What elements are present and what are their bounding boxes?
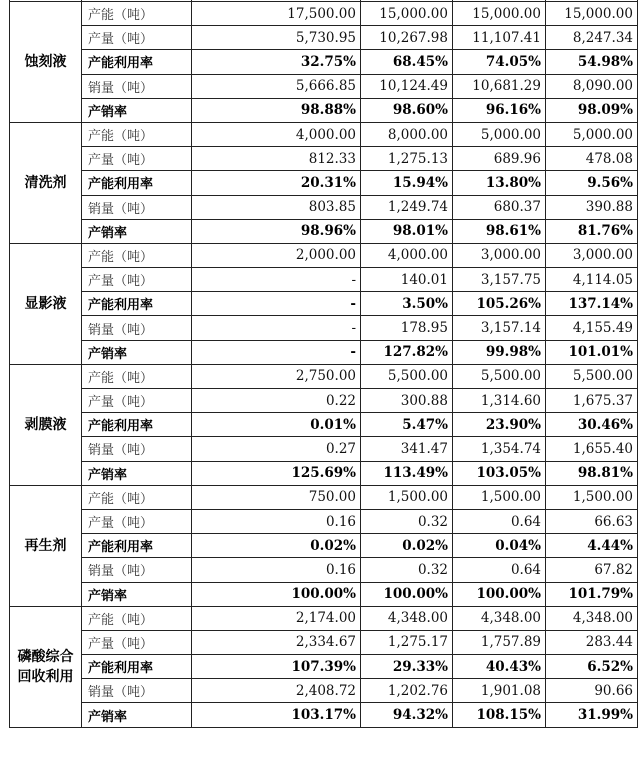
table-row xyxy=(10,534,638,558)
table-row xyxy=(10,195,638,219)
value-cell: 0.02% xyxy=(361,534,453,558)
value-cell: 15,000.00 xyxy=(546,2,638,26)
value-cell: 66.63 xyxy=(546,509,638,533)
metric-label-cell: 产能利用率 xyxy=(82,413,192,437)
product-category-cell: 蚀刻液 xyxy=(10,2,82,123)
value-cell: 4,348.00 xyxy=(361,606,453,630)
metric-label-cell: 产销率 xyxy=(82,582,192,606)
value-cell: 5.47% xyxy=(361,413,453,437)
table-row xyxy=(10,679,638,703)
value-cell: 0.01% xyxy=(192,413,361,437)
table-row xyxy=(10,389,638,413)
value-cell: - xyxy=(192,340,361,364)
value-cell: 101.01% xyxy=(546,340,638,364)
product-category-cell: 剥膜液 xyxy=(10,364,82,485)
table-row xyxy=(10,606,638,630)
value-cell: 2,174.00 xyxy=(192,606,361,630)
value-cell: 20.31% xyxy=(192,171,361,195)
value-cell: 4.44% xyxy=(546,534,638,558)
metric-label-cell: 产能（吨） xyxy=(82,364,192,388)
value-cell: 54.98% xyxy=(546,50,638,74)
table-row xyxy=(10,437,638,461)
value-cell: 0.64 xyxy=(453,558,546,582)
value-cell: 100.00% xyxy=(361,582,453,606)
value-cell: 1,675.37 xyxy=(546,389,638,413)
value-cell: 98.81% xyxy=(546,461,638,485)
value-cell: 98.01% xyxy=(361,219,453,243)
metric-label-cell: 产量（吨） xyxy=(82,509,192,533)
value-cell: 0.04% xyxy=(453,534,546,558)
value-cell: 103.17% xyxy=(192,703,361,727)
table-row xyxy=(10,413,638,437)
value-cell: 3,000.00 xyxy=(453,243,546,267)
table-row xyxy=(10,122,638,146)
table-row xyxy=(10,292,638,316)
metric-label-cell: 产能（吨） xyxy=(82,485,192,509)
metric-label-cell: 产量（吨） xyxy=(82,26,192,50)
value-cell: 17,500.00 xyxy=(192,2,361,26)
table-row xyxy=(10,340,638,364)
value-cell: - xyxy=(192,268,361,292)
value-cell: 2,000.00 xyxy=(192,243,361,267)
value-cell: 98.61% xyxy=(453,219,546,243)
table-row xyxy=(10,268,638,292)
table-row xyxy=(10,316,638,340)
table-row xyxy=(10,509,638,533)
metric-label-cell: 销量（吨） xyxy=(82,316,192,340)
value-cell: 15.94% xyxy=(361,171,453,195)
value-cell: 10,124.49 xyxy=(361,74,453,98)
value-cell: 4,000.00 xyxy=(361,243,453,267)
value-cell: 478.08 xyxy=(546,147,638,171)
metric-label-cell: 产量（吨） xyxy=(82,389,192,413)
metric-label-cell: 产量（吨） xyxy=(82,630,192,654)
value-cell: 390.88 xyxy=(546,195,638,219)
table-row xyxy=(10,98,638,122)
value-cell: 803.85 xyxy=(192,195,361,219)
table-row xyxy=(10,461,638,485)
value-cell: 68.45% xyxy=(361,50,453,74)
value-cell: 98.09% xyxy=(546,98,638,122)
table-row xyxy=(10,2,638,26)
table-row xyxy=(10,558,638,582)
product-category-cell: 显影液 xyxy=(10,243,82,364)
value-cell: 1,901.08 xyxy=(453,679,546,703)
value-cell: 1,275.13 xyxy=(361,147,453,171)
metric-label-cell: 产能（吨） xyxy=(82,243,192,267)
metric-label-cell: 销量（吨） xyxy=(82,679,192,703)
value-cell: 0.32 xyxy=(361,509,453,533)
value-cell: 4,348.00 xyxy=(453,606,546,630)
value-cell: - xyxy=(192,316,361,340)
value-cell: 10,681.29 xyxy=(453,74,546,98)
value-cell: 0.32 xyxy=(361,558,453,582)
value-cell: 5,500.00 xyxy=(361,364,453,388)
value-cell: 5,730.95 xyxy=(192,26,361,50)
table-row xyxy=(10,26,638,50)
value-cell: 31.99% xyxy=(546,703,638,727)
value-cell: 5,500.00 xyxy=(453,364,546,388)
metric-label-cell: 产能利用率 xyxy=(82,534,192,558)
value-cell: 90.66 xyxy=(546,679,638,703)
value-cell: 4,348.00 xyxy=(546,606,638,630)
value-cell: 5,000.00 xyxy=(546,122,638,146)
value-cell: 15,000.00 xyxy=(361,2,453,26)
value-cell: 5,500.00 xyxy=(546,364,638,388)
value-cell: 81.76% xyxy=(546,219,638,243)
value-cell: 1,757.89 xyxy=(453,630,546,654)
value-cell: 74.05% xyxy=(453,50,546,74)
metric-label-cell: 产能（吨） xyxy=(82,2,192,26)
value-cell: 100.00% xyxy=(192,582,361,606)
value-cell: 32.75% xyxy=(192,50,361,74)
value-cell: 680.37 xyxy=(453,195,546,219)
table-row xyxy=(10,630,638,654)
value-cell: 283.44 xyxy=(546,630,638,654)
value-cell: 3,157.75 xyxy=(453,268,546,292)
value-cell: 9.56% xyxy=(546,171,638,195)
value-cell: 4,155.49 xyxy=(546,316,638,340)
value-cell: 5,000.00 xyxy=(453,122,546,146)
table-body xyxy=(10,0,638,727)
value-cell: 812.33 xyxy=(192,147,361,171)
capacity-production-sales-table xyxy=(9,0,638,728)
value-cell: 125.69% xyxy=(192,461,361,485)
table-row xyxy=(10,243,638,267)
metric-label-cell: 产销率 xyxy=(82,703,192,727)
metric-label-cell: 产能（吨） xyxy=(82,606,192,630)
product-category-cell: 清洗剂 xyxy=(10,122,82,243)
value-cell: 689.96 xyxy=(453,147,546,171)
table-row xyxy=(10,703,638,727)
metric-label-cell: 产能利用率 xyxy=(82,292,192,316)
value-cell: 140.01 xyxy=(361,268,453,292)
value-cell: 99.98% xyxy=(453,340,546,364)
value-cell: 8,247.34 xyxy=(546,26,638,50)
metric-label-cell: 产量（吨） xyxy=(82,268,192,292)
value-cell: 15,000.00 xyxy=(453,2,546,26)
value-cell: 300.88 xyxy=(361,389,453,413)
value-cell: 101.79% xyxy=(546,582,638,606)
value-cell: 1,249.74 xyxy=(361,195,453,219)
value-cell: 103.05% xyxy=(453,461,546,485)
value-cell: 2,750.00 xyxy=(192,364,361,388)
metric-label-cell: 销量（吨） xyxy=(82,74,192,98)
value-cell: 94.32% xyxy=(361,703,453,727)
value-cell: 178.95 xyxy=(361,316,453,340)
value-cell: 0.27 xyxy=(192,437,361,461)
value-cell: 40.43% xyxy=(453,655,546,679)
value-cell: 1,354.74 xyxy=(453,437,546,461)
metric-label-cell: 销量（吨） xyxy=(82,437,192,461)
metric-label-cell: 产销率 xyxy=(82,340,192,364)
value-cell: 8,090.00 xyxy=(546,74,638,98)
metric-label-cell: 销量（吨） xyxy=(82,195,192,219)
product-category-cell: 磷酸综合回收利用 xyxy=(10,606,82,727)
value-cell: 98.96% xyxy=(192,219,361,243)
metric-label-cell: 销量（吨） xyxy=(82,558,192,582)
value-cell: 23.90% xyxy=(453,413,546,437)
metric-label-cell: 产销率 xyxy=(82,98,192,122)
product-category-cell: 再生剂 xyxy=(10,485,82,606)
value-cell: 5,666.85 xyxy=(192,74,361,98)
table-row xyxy=(10,50,638,74)
value-cell: 98.60% xyxy=(361,98,453,122)
value-cell: 6.52% xyxy=(546,655,638,679)
table-row xyxy=(10,655,638,679)
value-cell: 0.64 xyxy=(453,509,546,533)
value-cell: 1,500.00 xyxy=(453,485,546,509)
metric-label-cell: 产能利用率 xyxy=(82,171,192,195)
value-cell: 30.46% xyxy=(546,413,638,437)
value-cell: 1,202.76 xyxy=(361,679,453,703)
value-cell: - xyxy=(192,292,361,316)
table-row xyxy=(10,147,638,171)
value-cell: 113.49% xyxy=(361,461,453,485)
metric-label-cell: 产销率 xyxy=(82,461,192,485)
value-cell: 3.50% xyxy=(361,292,453,316)
value-cell: 137.14% xyxy=(546,292,638,316)
value-cell: 750.00 xyxy=(192,485,361,509)
value-cell: 105.26% xyxy=(453,292,546,316)
metric-label-cell: 产能（吨） xyxy=(82,122,192,146)
value-cell: 1,500.00 xyxy=(361,485,453,509)
value-cell: 13.80% xyxy=(453,171,546,195)
table-row xyxy=(10,582,638,606)
table-row xyxy=(10,74,638,98)
metric-label-cell: 产能利用率 xyxy=(82,655,192,679)
value-cell: 10,267.98 xyxy=(361,26,453,50)
value-cell: 1,314.60 xyxy=(453,389,546,413)
metric-label-cell: 产量（吨） xyxy=(82,147,192,171)
metric-label-cell: 产销率 xyxy=(82,219,192,243)
value-cell: 1,275.17 xyxy=(361,630,453,654)
value-cell: 8,000.00 xyxy=(361,122,453,146)
value-cell: 0.16 xyxy=(192,509,361,533)
value-cell: 98.88% xyxy=(192,98,361,122)
value-cell: 67.82 xyxy=(546,558,638,582)
value-cell: 2,408.72 xyxy=(192,679,361,703)
value-cell: 100.00% xyxy=(453,582,546,606)
value-cell: 1,500.00 xyxy=(546,485,638,509)
table-row xyxy=(10,219,638,243)
table-row xyxy=(10,485,638,509)
value-cell: 1,655.40 xyxy=(546,437,638,461)
value-cell: 11,107.41 xyxy=(453,26,546,50)
value-cell: 107.39% xyxy=(192,655,361,679)
value-cell: 3,000.00 xyxy=(546,243,638,267)
value-cell: 0.22 xyxy=(192,389,361,413)
value-cell: 4,000.00 xyxy=(192,122,361,146)
table-row xyxy=(10,364,638,388)
value-cell: 0.16 xyxy=(192,558,361,582)
table-row xyxy=(10,171,638,195)
value-cell: 29.33% xyxy=(361,655,453,679)
metric-label-cell: 产能利用率 xyxy=(82,50,192,74)
value-cell: 341.47 xyxy=(361,437,453,461)
value-cell: 108.15% xyxy=(453,703,546,727)
value-cell: 96.16% xyxy=(453,98,546,122)
value-cell: 0.02% xyxy=(192,534,361,558)
value-cell: 4,114.05 xyxy=(546,268,638,292)
value-cell: 2,334.67 xyxy=(192,630,361,654)
value-cell: 127.82% xyxy=(361,340,453,364)
value-cell: 3,157.14 xyxy=(453,316,546,340)
